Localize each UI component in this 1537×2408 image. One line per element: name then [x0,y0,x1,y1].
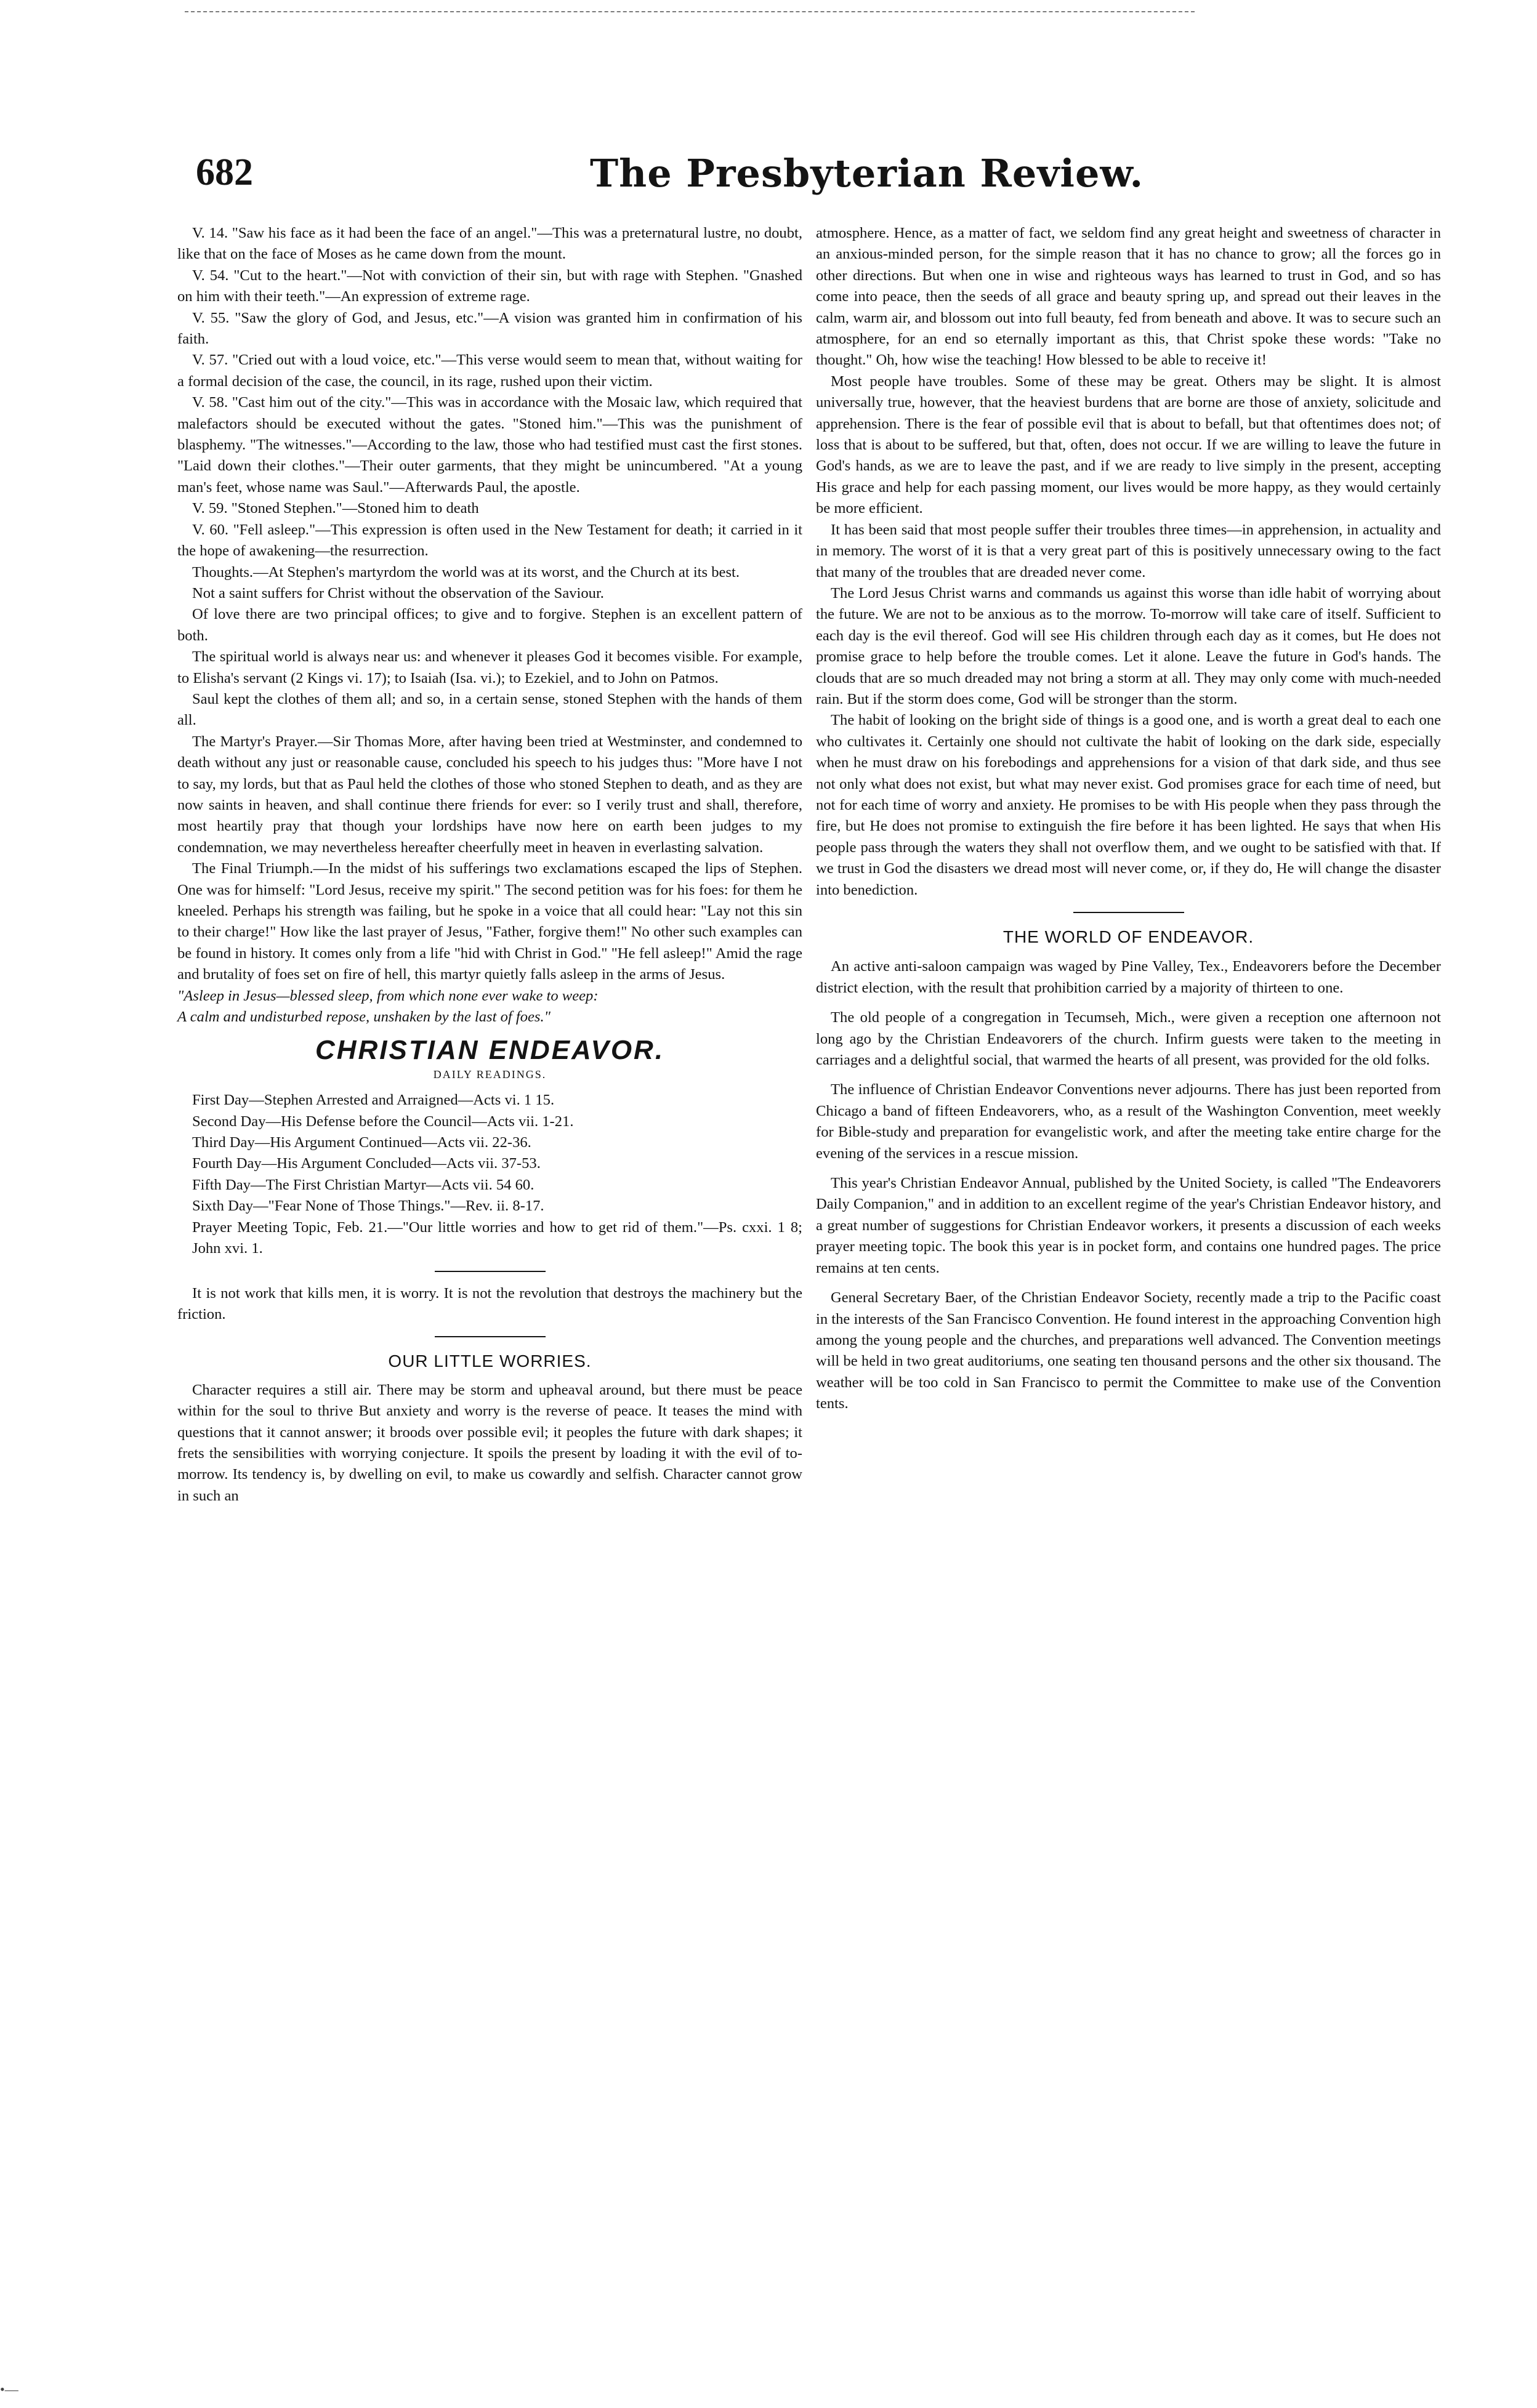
prayer-meeting-topic: Prayer Meeting Topic, Feb. 21.—"Our little worries and how to get rid of them."—Ps. cxxi. 1 8; John xvi. 1. [192,1218,802,1257]
verse-note: V. 60. "Fell asleep."—This expression is often used in the New Testament for death; it carried in it the hope of awakening—the resurrection. [177,521,802,560]
thoughts-paragraph: Thoughts.—At Stephen's martyrdom the world was at its worst, and the Church at its best. [192,563,740,581]
section-divider [435,1271,546,1272]
thoughts-paragraph: Not a saint suffers for Christ without the observation of the Saviour. [192,584,604,602]
thoughts-paragraph: Saul kept the clothes of them all; and so, in a certain sense, stoned Stephen with the hands of them all. [177,690,802,729]
endeavor-news-item: The old people of a congregation in Tecumseh, Mich., were given a reception one afternoon not long ago by the Christian Endeavorers of the church. Infirm guests were taken to the meeting in carriages and a delightful social, that warmed the hearts of all present, was provided for the old folks. [816,1009,1441,1069]
daily-reading-item: Fourth Day—His Argument Concluded—Acts vii. 37-53. [192,1155,541,1172]
worries-continued-paragraph: atmosphere. Hence, as a matter of fact, we seldom find any great height and sweetness of character in an anxious-minded person, for the simple reason that it has no chance to grow; all the forces go in other directions. But when one in wise and righteous ways has learned to trust in God, and so has come into peace, then the seeds of all grace and beauty spring up, and spread out their leaves in the calm, warm air, and blossom out into full beauty, fed from beneath and above. It was to secure such an atmosphere, for an end so eternally important as this, that Christ spoke these words: "Take no thought." Oh, how wise the teaching! How blessed to be able to receive it! [816,225,1441,369]
verse-note: V. 57. "Cried out with a loud voice, etc."—This verse would seem to mean that, without waiting for a formal decision of the case, the council, in its rage, rushed upon their victim. [177,352,802,390]
running-title: The Presbyterian Review. [590,151,1144,196]
endeavor-news-item: The influence of Christian Endeavor Conventions never adjourns. There has just been reported from Chicago a band of fifteen Endeavorers, who, as a result of the Washington Convention, meet weekly for Bible-study and preparation for evangelistic work, and after the meeting take entire charge for the evening of the services in a rescue mission. [816,1081,1441,1162]
martyrs-prayer-paragraph: The Martyr's Prayer.—Sir Thomas More, after having been tried at Westminster, and condemned to death without any just or reasonable cause, concluded his speech to his judges thus: "More have I not to say, my lords, but that as Paul held the clothes of those who stoned Stephen to death, and as they are now saints in heaven, and shall continue there friends for ever: so I verily trust and shall, therefore, most heartily pray that though your lordships have now here on earth been judges to my condemnation, we may nevertheless hereafter cheerfully meet in heaven in everlasting salvation. [177,733,802,856]
verse-line: A calm and undisturbed repose, unshaken by the last of foes." [177,1009,551,1026]
our-little-worries-heading: OUR LITTLE WORRIES. [388,1351,592,1371]
page-header [196,151,1514,219]
top-border-rule [185,11,1195,12]
page-number: 682 [196,151,253,193]
daily-reading-item: Sixth Day—"Fear None of Those Things."—Rev. ii. 8-17. [192,1198,544,1215]
worries-paragraph: It has been said that most people suffer their troubles three times—in apprehension, in actuality and in memory. The worst of it is that a very great part of this is positively unnecessary owing to the fact that many of the troubles that are dreaded never come. [816,521,1441,581]
worries-paragraph: The habit of looking on the bright side of things is a good one, and is worth a great deal to each one who cultivates it. Certainly one should not cultivate the habit of looking on the dark side, especially when he must draw on his forebodings and apprehensions for a vision of that dark side, and thus see not only what does not exist, but what may never exist. God promises grace for each time of need, but not for each time of worry and anxiety. He promises to be with His people when they pass through the fire, but He does not promise to extinguish the fire before it has been lighted. He says that when His people pass through the waters they shall not overflow them, and we ought to be satisfied with that. If we trust in God the disasters we dread most will never come, or, if they do, He will change the disaster into benediction. [816,712,1441,898]
worry-quote: It is not work that kills men, it is worry. It is not the revolution that destroys the machinery but the friction. [177,1284,802,1323]
endeavor-news-item: General Secretary Baer, of the Christian Endeavor Society, recently made a trip to the Pacific coast in the interests of the San Francisco Convention. He found interest in the approaching Convention high among the young people and the churches, and preparations well advanced. The Convention meetings will be held in two great auditoriums, one seating ten thousand persons and the other six thousand. The weather will be too cold in San Francisco to permit the Committee to make use of the Convention tents. [816,1289,1441,1412]
thoughts-paragraph: The spiritual world is always near us: and whenever it pleases God it becomes visible. For example, to Elisha's servant (2 Kings vi. 17); to Isaiah (Isa. vi.); to Ezekiel, and to John on Patmos. [177,648,802,687]
bottom-margin-mark: •— [0,2382,18,2397]
christian-endeavor-heading: CHRISTIAN ENDEAVOR. [315,1035,665,1066]
section-divider [1073,912,1184,913]
world-of-endeavor-heading: THE WORLD OF ENDEAVOR. [1002,927,1254,946]
section-divider [435,1336,546,1337]
final-triumph-paragraph: The Final Triumph.—In the midst of his sufferings two exclamations escaped the lips of Stephen. One was for himself: "Lord Jesus, receive my spirit." The second petition was for his foes: for them he kneeled. Perhaps his strength was failing, but he spoke in a voice that all could hear: "Lay not this sin to their charge!" How like the last prayer of Jesus, "Father, forgive them!" No other such examples can be found in history. It comes only from a life "hid with Christ in God." "He fell asleep!" Amid the rage and brutality of foes set on fire of hell, this martyr quietly falls asleep in the arms of Jesus. [177,860,802,983]
daily-reading-item: Fifth Day—The First Christian Martyr—Acts vii. 54 60. [192,1176,535,1193]
daily-reading-item: Third Day—His Argument Continued—Acts vii. 22-36. [192,1134,531,1151]
worries-paragraph: The Lord Jesus Christ warns and commands us against this worse than idle habit of worrying about the future. We are not to be anxious as to the morrow. To-morrow will take care of itself. Sufficient to each day is the evil thereof. God will see His children through each day as it comes, but He does not promise grace to help before the trouble comes. Let it alone. Leave the future in God's hands. The clouds that are so much dreaded may not bring a storm at all. They may only come with much-needed rain. But if the storm does come, God will be stronger than the storm. [816,584,1441,707]
thoughts-paragraph: Of love there are two principal offices; to give and to forgive. Stephen is an excellent pattern of both. [177,606,802,644]
verse-note: V. 54. "Cut to the heart."—Not with conviction of their sin, but with rage with Stephen. "Gnashed on him with their teeth."—An expression of extreme rage. [177,267,802,305]
endeavor-news-item: This year's Christian Endeavor Annual, published by the United Society, is called "The Endeavorers Daily Companion," and in addition to an excellent regime of the year's Christian Endeavor history, and a great number of suggestions for Christian Endeavor workers, it presents a discussion of each weeks prayer meeting topic. The book this year is in pocket form, and contains one hundred pages. The price remains at ten cents. [816,1175,1441,1276]
worries-paragraph: Most people have troubles. Some of these may be great. Others may be slight. It is almost universally true, however, that the heaviest burdens that are borne are those of anxiety, solicitude and apprehension. There is the fear of possible evil that is about to befall, but that oftentimes does not; of loss that is about to be suffered, but that, often, does not occur. If we are willing to leave the future in God's hands, as we are to leave the past, and if we are ready to live simply in the present, accepting His grace and help for each passing moment, our lives would be more happy, as they would certainly be more efficient. [816,372,1441,517]
left-column [177,223,802,1507]
right-column [816,223,1441,1415]
verse-line: "Asleep in Jesus—blessed sleep, from which none ever wake to weep: [177,987,599,1004]
daily-reading-item: First Day—Stephen Arrested and Arraigned—Acts vi. 1 15. [192,1092,555,1109]
verse-note: V. 55. "Saw the glory of God, and Jesus, etc."—A vision was granted him in confirmation of his faith. [177,309,802,348]
verse-note: V. 14. "Saw his face as it had been the face of an angel."—This was a preternatural lustre, no doubt, like that on the face of Moses as he came down from the mount. [177,225,802,263]
daily-readings-heading: DAILY READINGS. [433,1068,547,1081]
verse-note: V. 58. "Cast him out of the city."—This was in accordance with the Mosaic law, which required that malefactors should be executed without the gates. "Stoned him."—This was the punishment of blasphemy. "The witnesses."—According to the law, those who had testified must cast the first stones. "Laid down their clothes."—Their outer garments, that they might be unincumbered. "At a young man's feet, whose name was Saul."—Afterwards Paul, the apostle. [177,394,802,496]
verse-note: V. 59. "Stoned Stephen."—Stoned him to death [192,500,479,517]
endeavor-news-item: An active anti-saloon campaign was waged by Pine Valley, Tex., Endeavorers before the December district election, with the result that prohibition carried by a majority of thirteen to one. [816,958,1441,996]
daily-reading-item: Second Day—His Defense before the Council—Acts vii. 1-21. [192,1113,574,1130]
worries-paragraph: Character requires a still air. There may be storm and upheaval around, but there must be peace within for the soul to thrive But anxiety and worry is the reverse of peace. It teases the mind with questions that it cannot answer; it broods over possible evil; it peoples the future with dark shapes; it frets the sensibilities with worrying conjecture. It spoils the present by loading it with the evil of to-morrow. Its tendency is, by dwelling on evil, to make us cowardly and selfish. Character cannot grow in such an [177,1381,802,1504]
